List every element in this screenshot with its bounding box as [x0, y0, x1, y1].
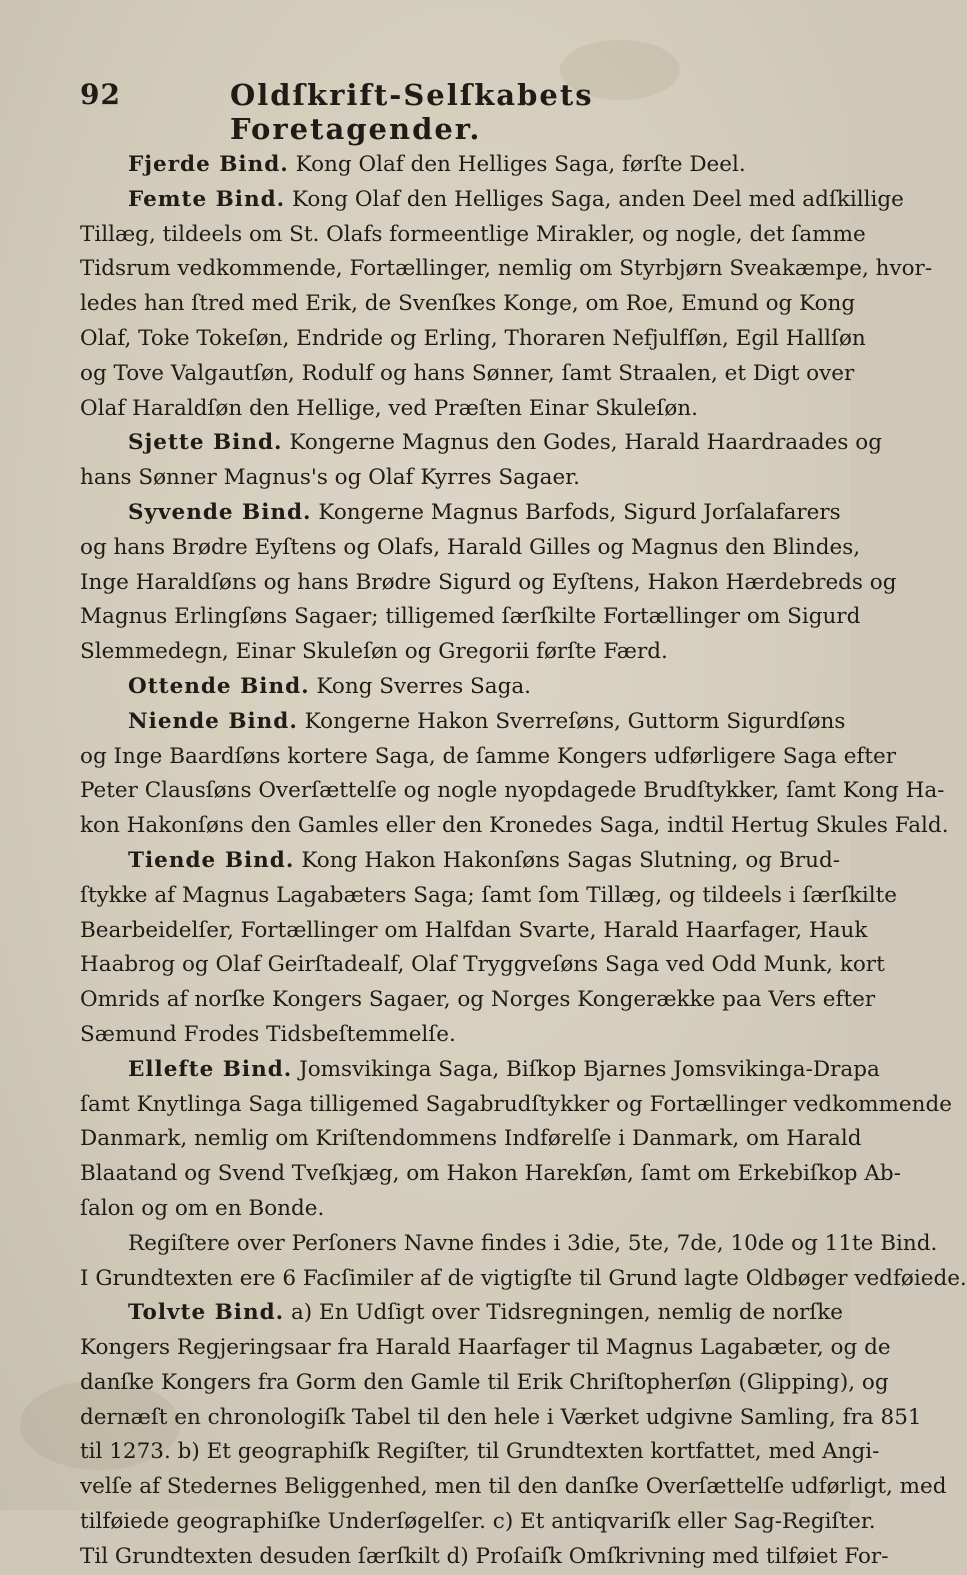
line-text: velſe af Stedernes Beliggenhed, men til den danſke Overſættelſe udførligt, med [80, 1474, 947, 1500]
text-line [80, 879, 897, 914]
text-line [80, 531, 861, 566]
text-line [80, 983, 876, 1018]
volume-heading: Syvende Bind. [128, 499, 312, 525]
line-text: Kong Hakon Hakonſøns Sagas Slutning, og Brud- [294, 847, 840, 873]
text-line [80, 1540, 889, 1575]
line-text: Sæmund Frodes Tidsbeſtemmelſe. [80, 1021, 456, 1047]
text-line [80, 1018, 840, 1053]
text-line [80, 426, 882, 461]
text-line [80, 1296, 844, 1331]
line-text: ſamt Knytlinga Saga tilligemed Sagabrudſtykker og Fortællinger vedkommende [80, 1091, 952, 1117]
line-text: Kong Olaf den Helliges Saga, anden Deel med adſkillige [285, 186, 904, 212]
running-title: Oldſkrift-Selſkabets Foretagender. [230, 78, 594, 146]
text-line [80, 635, 840, 670]
line-text: Kongers Regjeringsaar fra Harald Haarfager til Magnus Lagabæter, og de [80, 1335, 891, 1361]
volume-heading: Fjerde Bind. [128, 152, 289, 177]
line-text: til 1273. b) Et geographiſk Regiſter, til Grundtexten kortfattet, med Angi- [80, 1439, 880, 1465]
text-line [80, 600, 861, 635]
volume-heading: Niende Bind. [128, 708, 298, 734]
text-line [80, 392, 840, 427]
line-text: danſke Kongers fra Gorm den Gamle til Erik Chriſtopherſøn (Glipping), og [80, 1369, 889, 1395]
line-text: Tillæg, tildeels om St. Olafs formeentlige Mirakler, og nogle, det ſamme [80, 221, 866, 247]
line-text: og hans Brødre Eyſtens og Olafs, Harald Gilles og Magnus den Blindes, [80, 534, 861, 560]
line-text: I Grundtexten ere 6 Facſimiler af de vigtigſte til Grund lagte Oldbøger vedføiede. [80, 1265, 967, 1291]
line-text: Kongerne Magnus Barfods, Sigurd Jorſalafarers [311, 499, 841, 525]
volume-heading: Sjette Bind. [128, 430, 283, 456]
volume-heading: Ellefte Bind. [128, 1056, 293, 1082]
text-line [80, 1088, 952, 1123]
line-text: hans Sønner Magnus's og Olaf Kyrres Sagaer. [80, 465, 580, 491]
text-line [80, 1122, 862, 1157]
line-text: Omrids af norſke Kongers Sagaer, og Norges Kongerække paa Vers efter [80, 987, 876, 1013]
line-text: Jomsvikinga Saga, Biſkop Bjarnes Jomsvikinga-Drapa [292, 1056, 880, 1082]
line-text: og Tove Valgautſøn, Rodulf og hans Sønner, ſamt Straalen, et Digt over [80, 360, 855, 386]
text-line [80, 705, 846, 740]
text-line [80, 148, 840, 183]
line-text: ſalon og om en Bonde. [80, 1195, 325, 1221]
line-text: Inge Haraldſøns og hans Brødre Sigurd og Eyſtens, Hakon Hærdebreds og [80, 569, 897, 595]
line-text: Blaatand og Svend Tveſkjæg, om Hakon Harekſøn, ſamt om Erkebiſkop Ab- [80, 1161, 901, 1187]
text-line [80, 1053, 880, 1088]
line-text: ledes han ſtred med Erik, de Svenſkes Konge, om Roe, Emund og Kong [80, 291, 856, 317]
line-text: Kong Sverres Saga. [309, 673, 532, 699]
text-line [80, 461, 840, 496]
text-line [80, 844, 840, 879]
line-text: dernæſt en chronologiſk Tabel til den hele i Værket udgivne Samling, fra 851 [80, 1404, 922, 1430]
text-line [80, 322, 866, 357]
page-number: 92 [80, 78, 121, 111]
line-text: ſtykke af Magnus Lagabæters Saga; ſamt ſom Tillæg, og tildeels i ſærſkilte [80, 882, 897, 908]
line-text: Til Grundtexten desuden ſærſkilt d) Proſaiſk Omſkrivning med tilføiet For- [80, 1543, 889, 1569]
text-line [80, 670, 840, 705]
text-line [80, 357, 855, 392]
line-text: a) En Udſigt over Tidsregningen, nemlig de norſke [284, 1300, 844, 1326]
text-line [80, 252, 933, 287]
text-line [80, 183, 904, 218]
text-line [80, 1401, 922, 1436]
text-line [80, 1157, 901, 1192]
line-text: Olaf Haraldſøn den Hellige, ved Præſten Einar Skuleſøn. [80, 395, 698, 421]
text-line [80, 740, 897, 775]
text-line [80, 1366, 889, 1401]
line-text: Bearbeidelſer, Fortællinger om Halfdan Svarte, Harald Haarfager, Hauk [80, 917, 868, 943]
line-text: kon Hakonſøns den Gamles eller den Kronedes Saga, indtil Hertug Skules Fald. [80, 813, 949, 839]
text-line [80, 809, 949, 844]
body-text [80, 148, 967, 1575]
page-header [80, 78, 790, 146]
text-line [80, 218, 866, 253]
text-line [80, 774, 945, 809]
line-text: Danmark, nemlig om Kriſtendommens Indførelſe i Danmark, om Harald [80, 1126, 862, 1152]
volume-heading: Ottende Bind. [128, 673, 310, 699]
text-line [80, 1227, 938, 1262]
text-line [80, 496, 840, 531]
line-text: Kongerne Hakon Sverreſøns, Guttorm Sigurdſøns [297, 708, 846, 734]
volume-heading: Tiende Bind. [128, 847, 295, 873]
line-text: Slemmedegn, Einar Skuleſøn og Gregorii førſte Færd. [80, 639, 668, 665]
line-text: og Inge Baardſøns kortere Saga, de ſamme Kongers udførligere Saga efter [80, 743, 897, 769]
line-text: Olaf, Toke Tokeſøn, Endride og Erling, Thoraren Nefjulfſøn, Egil Hallſøn [80, 325, 866, 351]
text-line [80, 914, 868, 949]
text-line [80, 948, 885, 983]
line-text: Magnus Erlingſøns Sagaer; tilligemed ſærſkilte Fortællinger om Sigurd [80, 604, 861, 630]
text-line [80, 1192, 840, 1227]
text-line [80, 1470, 947, 1505]
line-text: Regiſtere over Perſoners Navne findes i 3die, 5te, 7de, 10de og 11te Bind. [128, 1230, 938, 1256]
volume-heading: Tolvte Bind. [128, 1300, 285, 1326]
line-text: Haabrog og Olaf Geirſtadealf, Olaf Tryggveſøns Saga ved Odd Munk, kort [80, 952, 885, 978]
line-text: tilføiede geographiſke Underſøgelſer. c) Et antiqvariſk eller Sag-Regiſter. [80, 1509, 876, 1535]
text-line [80, 1262, 967, 1297]
text-line [80, 1435, 880, 1470]
text-line [80, 287, 856, 322]
text-line [80, 1331, 891, 1366]
line-text: Kongerne Magnus den Godes, Harald Haardraades og [282, 430, 882, 456]
line-text: Tidsrum vedkommende, Fortællinger, nemlig om Styrbjørn Sveakæmpe, hvor- [80, 256, 933, 282]
text-line [80, 566, 897, 601]
volume-heading: Femte Bind. [128, 186, 286, 212]
line-text: Peter Clausſøns Overſættelſe og nogle nyopdagede Brudſtykker, ſamt Kong Ha- [80, 778, 945, 804]
text-line [80, 1505, 876, 1540]
line-text: Kong Olaf den Helliges Saga, førſte Deel. [288, 152, 746, 177]
